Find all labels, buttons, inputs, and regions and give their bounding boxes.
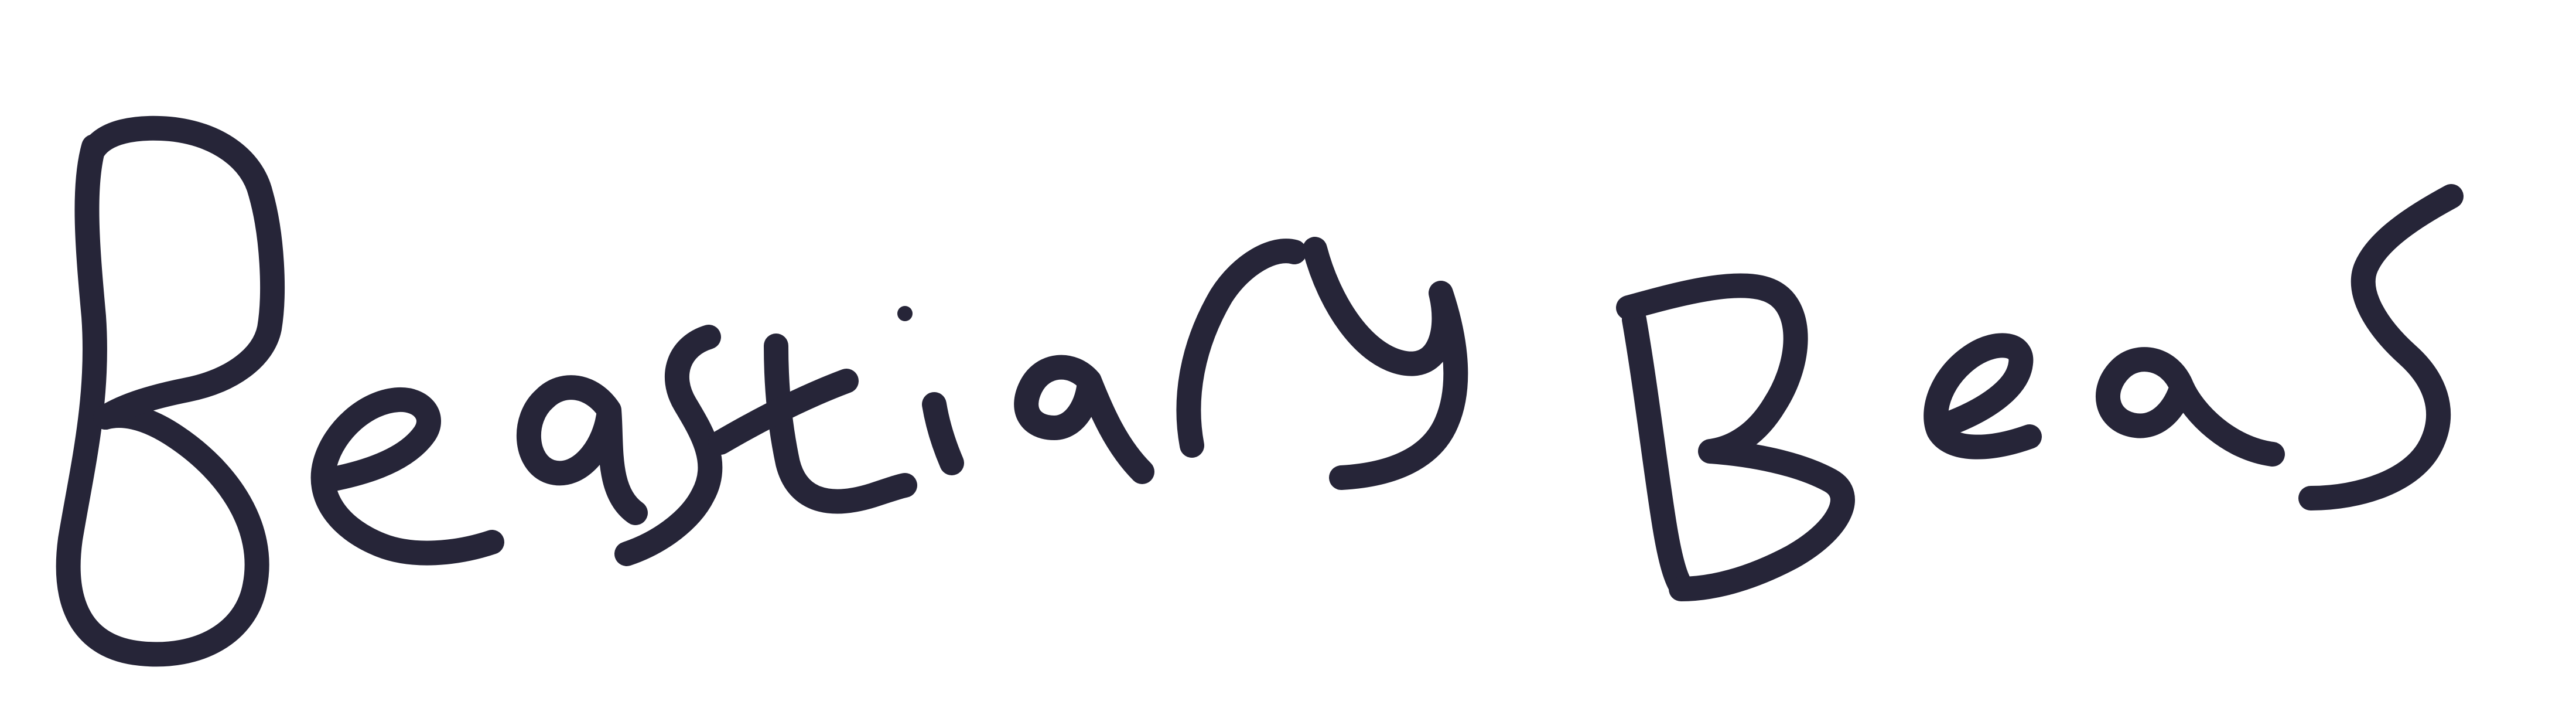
word-beas bbox=[1628, 196, 2451, 589]
letter-a bbox=[529, 387, 636, 513]
letter-i-dot bbox=[897, 306, 913, 321]
letter-e bbox=[323, 400, 492, 553]
letter-r bbox=[1188, 251, 1294, 445]
word-beastiary bbox=[69, 128, 1456, 655]
letter-b-upper-bowl bbox=[94, 128, 272, 417]
letter-s2 bbox=[2311, 196, 2451, 498]
letter-e2 bbox=[1936, 345, 2030, 447]
letter-a-2 bbox=[1026, 367, 1142, 472]
letter-t-stem bbox=[776, 346, 905, 502]
letter-a3 bbox=[2108, 359, 2273, 454]
letter-b2-stem bbox=[1634, 319, 1681, 586]
letter-i bbox=[934, 404, 952, 463]
letter-y bbox=[1315, 249, 1456, 478]
